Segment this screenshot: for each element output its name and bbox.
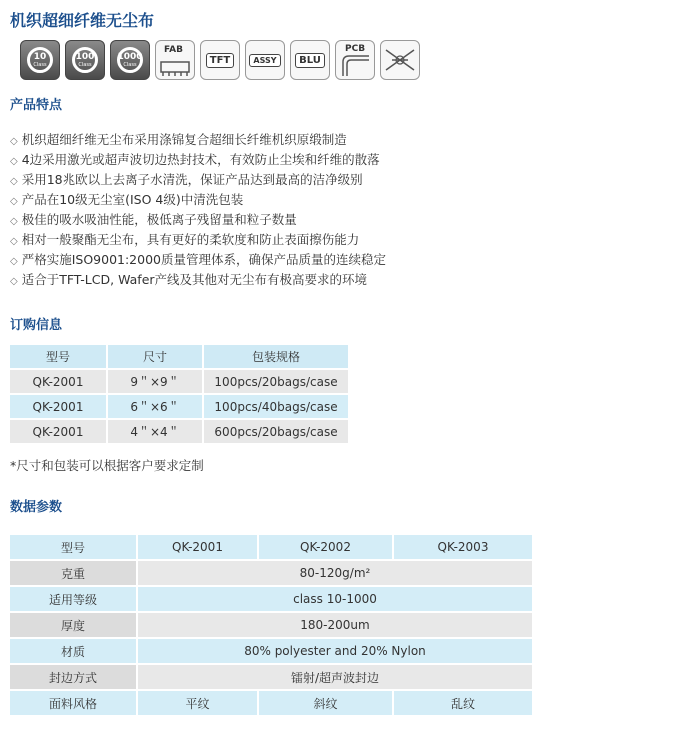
table-header: 型号: [10, 535, 136, 559]
diamond-icon: ◇: [10, 236, 18, 247]
class-100-icon: 100 Class: [65, 40, 105, 80]
param-value: 乱纹: [394, 691, 532, 715]
fab-icon: FAB: [155, 40, 195, 80]
table-cell: QK-2001: [10, 395, 106, 418]
param-value: 80% polyester and 20% Nylon: [138, 639, 532, 663]
table-cell: 4＂×4＂: [108, 420, 202, 443]
wafer-icon: [380, 40, 420, 80]
diamond-icon: ◇: [10, 196, 18, 207]
params-table: [8, 533, 534, 717]
certification-icons: [20, 40, 420, 80]
order-heading: 订购信息: [10, 318, 63, 333]
page-title: 机织超细纤维无尘布: [10, 11, 155, 30]
table-header: QK-2001: [138, 535, 257, 559]
list-item: ◇ 产品在10级无尘室(ISO 4级)中清洗包装: [10, 192, 244, 207]
table-row: [10, 639, 532, 663]
table-cell: QK-2001: [10, 370, 106, 393]
table-cell: 6＂×6＂: [108, 395, 202, 418]
param-value: 斜纹: [259, 691, 392, 715]
table-row: [10, 691, 532, 715]
params-heading: 数据参数: [10, 500, 63, 515]
class-1000-icon: 1000 Class: [110, 40, 150, 80]
list-item: ◇ 机织超细纤维无尘布采用涤锦复合超细长纤维机织原缎制造: [10, 132, 347, 147]
diamond-icon: ◇: [10, 216, 18, 227]
param-label: 面料风格: [10, 691, 136, 715]
diamond-icon: ◇: [10, 136, 18, 147]
list-item: ◇ 适合于TFT-LCD, Wafer产线及其他对无尘布有极高要求的环境: [10, 272, 368, 287]
param-value: 平纹: [138, 691, 257, 715]
class-10-icon: 10 Class: [20, 40, 60, 80]
table-row: [10, 561, 532, 585]
table-row: [10, 420, 348, 443]
diamond-icon: ◇: [10, 276, 18, 287]
param-label: 材质: [10, 639, 136, 663]
pcb-icon: PCB: [335, 40, 375, 80]
param-value: 镭射/超声波封边: [138, 665, 532, 689]
table-header: QK-2003: [394, 535, 532, 559]
table-header: 包装规格: [204, 345, 348, 368]
param-label: 厚度: [10, 613, 136, 637]
table-header-row: [10, 345, 348, 368]
features-heading: 产品特点: [10, 98, 63, 113]
table-header: QK-2002: [259, 535, 392, 559]
table-header: 型号: [10, 345, 106, 368]
diamond-icon: ◇: [10, 176, 18, 187]
tft-icon: TFT: [200, 40, 240, 80]
list-item: ◇ 严格实施ISO9001:2000质量管理体系，确保产品质量的连续稳定: [10, 252, 386, 267]
list-item: ◇ 采用18兆欧以上去离子水清洗，保证产品达到最高的洁净级别: [10, 172, 363, 187]
table-cell: 600pcs/20bags/case: [204, 420, 348, 443]
table-row: [10, 613, 532, 637]
table-row: [10, 587, 532, 611]
table-header-row: [10, 535, 532, 559]
features-list: [10, 130, 386, 290]
diamond-icon: ◇: [10, 256, 18, 267]
table-cell: 9＂×9＂: [108, 370, 202, 393]
param-label: 克重: [10, 561, 136, 585]
list-item: ◇ 4边采用激光或超声波切边热封技术，有效防止尘埃和纤维的散落: [10, 152, 380, 167]
param-label: 适用等级: [10, 587, 136, 611]
param-label: 封边方式: [10, 665, 136, 689]
table-header: 尺寸: [108, 345, 202, 368]
list-item: ◇ 相对一般聚酯无尘布，具有更好的柔软度和防止表面擦伤能力: [10, 232, 360, 247]
table-row: [10, 370, 348, 393]
table-row: [10, 665, 532, 689]
order-table: [8, 343, 350, 445]
assy-icon: ASSY: [245, 40, 285, 80]
param-value: class 10-1000: [138, 587, 532, 611]
param-value: 80-120g/m²: [138, 561, 532, 585]
table-cell: 100pcs/40bags/case: [204, 395, 348, 418]
table-row: [10, 395, 348, 418]
param-value: 180-200um: [138, 613, 532, 637]
customization-note: *尺寸和包装可以根据客户要求定制: [10, 458, 204, 473]
table-cell: QK-2001: [10, 420, 106, 443]
table-cell: 100pcs/20bags/case: [204, 370, 348, 393]
list-item: ◇ 极佳的吸水吸油性能，极低离子残留量和粒子数量: [10, 212, 297, 227]
diamond-icon: ◇: [10, 156, 18, 167]
blu-icon: BLU: [290, 40, 330, 80]
